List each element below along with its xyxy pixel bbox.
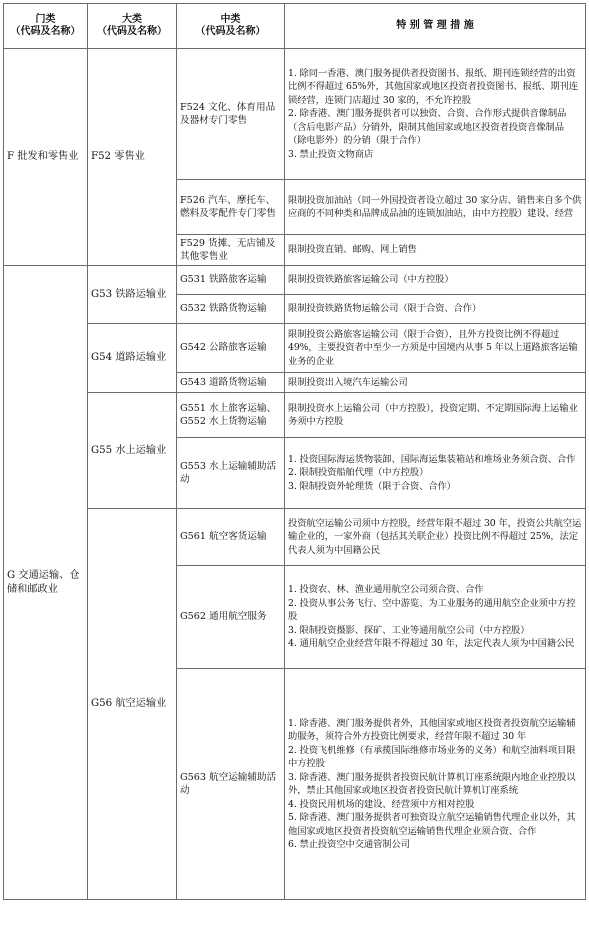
division-cell: F 批发和零售业 — [4, 49, 88, 266]
measures-cell — [285, 438, 586, 509]
measures-cell — [285, 295, 586, 324]
measure-line: 限制投资加油站（同一外国投资者设立超过 30 家分店、销售来自多个供应商的不同种类和品牌成品油的连锁加油站，由中方控股）建设、经营 — [288, 194, 582, 219]
measure-line: 1. 除香港、澳门服务提供者外，其他国家或地区投资者投资航空运输辅助服务，须符合外方投资比例要求，经营年限不超过 30 年 — [288, 717, 576, 742]
middle-cell: G563 航空运输辅助活动 — [177, 669, 285, 900]
measure-line: 2. 投资从事公务飞行、空中游览、为工业服务的通用航空企业须中方控股 — [288, 597, 576, 623]
measures-table — [3, 3, 586, 900]
measure-line: 1. 投资农、林、渔业通用航空公司须合资、合作 — [288, 584, 484, 596]
table-row — [4, 393, 586, 438]
measure-line: 限制投资公路旅客运输公司（限于合资），且外方投资比例不得超过 49%，主要投资者中至少一方须是中国境内从事 5 年以上道路旅客运输业务的企业 — [288, 328, 578, 367]
measure-line: 限制投资直销、邮购、网上销售 — [288, 244, 417, 256]
measures-cell — [285, 669, 586, 900]
measures-cell — [285, 373, 586, 393]
major-cell: G54 道路运输业 — [88, 324, 177, 393]
measure-line: 3. 限制投资摄影、探矿、工业等通用航空公司（中方控股） — [288, 624, 530, 636]
measure-line: 2. 限制投资船舶代理（中方控股） — [288, 467, 429, 479]
measures-cell — [285, 393, 586, 438]
measure-line: 1. 除同一香港、澳门服务提供者投资图书、报纸、期刊连锁经营的出资比例不得超过 65%外，其他国家或地区投资者投资图书、报纸、期刊连锁经营，连锁门店超过 30 家的，不允许控股 — [288, 67, 578, 106]
middle-cell: G561 航空客货运输 — [177, 509, 285, 566]
middle-cell: G562 通用航空服务 — [177, 566, 285, 669]
middle-cell: F529 货摊、无店铺及其他零售业 — [177, 235, 285, 266]
header-major: 大类 （代码及名称） — [88, 4, 177, 49]
middle-cell: G542 公路旅客运输 — [177, 324, 285, 373]
major-cell: G56 航空运输业 — [88, 509, 177, 900]
header-measures: 特 别 管 理 措 施 — [285, 4, 586, 49]
major-cell: F52 零售业 — [88, 49, 177, 266]
measure-line: 限制投资出入境汽车运输公司 — [288, 376, 408, 388]
major-cell: G53 铁路运输业 — [88, 266, 177, 324]
table-row — [4, 324, 586, 373]
measure-line: 2. 投资飞机维修（有承揽国际维修市场业务的义务）和航空油料项目限中方控股 — [288, 744, 576, 769]
table-header-row — [4, 4, 586, 49]
measure-line: 4. 投资民用机场的建设、经营须中方相对控股 — [288, 798, 475, 810]
measure-line: 2. 除香港、澳门服务提供者可以独资、合资、合作形式提供音像制品（含后电影产品）分销外，限制其他国家或地区投资者投资音像制品（除电影外）的分销（限于合作） — [288, 108, 567, 147]
middle-cell: G551 水上旅客运输、G552 水上货物运输 — [177, 393, 285, 438]
measure-line: 3. 除香港、澳门服务提供者投资民航计算机订座系统限内地企业控股以外，禁止其他国家或地区投资者投资民航计算机订座系统 — [288, 771, 576, 796]
measures-cell — [285, 509, 586, 566]
middle-cell: F524 文化、体育用品及器材专门零售 — [177, 49, 285, 180]
measure-line: 3. 禁止投资文物商店 — [288, 148, 374, 160]
middle-cell: G543 道路货物运输 — [177, 373, 285, 393]
major-cell: G55 水上运输业 — [88, 393, 177, 509]
measure-line: 限制投资水上运输公司（中方控股），投资定期、不定期国际海上运输业务须中方控股 — [288, 402, 578, 427]
measures-cell — [285, 235, 586, 266]
measure-line: 投资航空运输公司须中方控股，经营年限不超过 30 年，投资公共航空运输企业的，一家外商（包括其关联企业）投资比例不得超过 25%，法定代表人须为中国籍公民 — [288, 517, 582, 556]
header-division: 门类 （代码及名称） — [4, 4, 88, 49]
measure-line: 5. 除香港、澳门服务提供者可独资设立航空运输销售代理企业以外，其他国家或地区投资者投资航空运输销售代理企业须合资、合作 — [288, 812, 576, 837]
measures-cell — [285, 266, 586, 295]
measure-line: 3. 限制投资外轮理货（限于合资、合作） — [288, 480, 456, 492]
measure-line: 4. 通用航空企业经营年限不得超过 30 年，法定代表人须为中国籍公民 — [288, 638, 575, 650]
measure-line: 1. 投资国际海运货物装卸、国际海运集装箱站和堆场业务须合资、合作 — [288, 453, 576, 465]
middle-cell: G532 铁路货物运输 — [177, 295, 285, 324]
measures-cell — [285, 180, 586, 235]
measure-line: 限制投资铁路旅客运输公司（中方控股） — [288, 274, 454, 286]
middle-cell: F526 汽车、摩托车、燃料及零配件专门零售 — [177, 180, 285, 235]
table-row — [4, 266, 586, 295]
middle-cell: G553 水上运输辅助活动 — [177, 438, 285, 509]
division-cell: G 交通运输、仓储和邮政业 — [4, 266, 88, 900]
table-row — [4, 49, 586, 180]
table-row — [4, 509, 586, 566]
measures-cell — [285, 566, 586, 669]
measures-cell — [285, 324, 586, 373]
measures-cell — [285, 49, 586, 180]
measure-line: 限制投资铁路货物运输公司（限于合资、合作） — [288, 303, 482, 315]
measure-line: 6. 禁止投资空中交通管制公司 — [288, 839, 410, 850]
middle-cell: G531 铁路旅客运输 — [177, 266, 285, 295]
header-middle: 中类 （代码及名称） — [177, 4, 285, 49]
